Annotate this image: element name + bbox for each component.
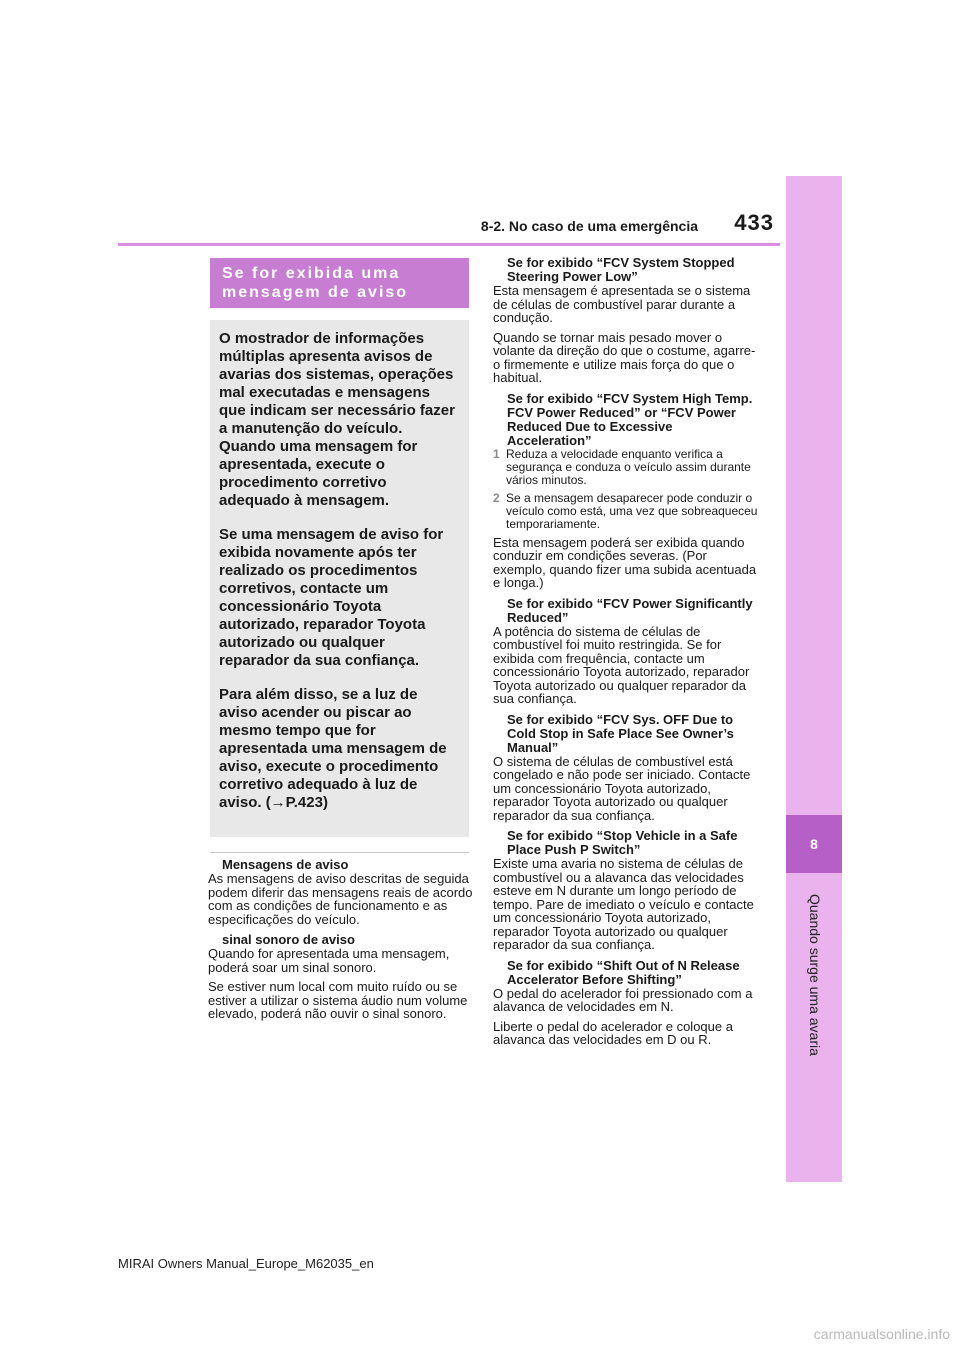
step-text: Se a mensagem desaparecer pode conduzir o veículo como está, uma vez que sobreaqueceu temporariamente. [506,490,758,531]
warning-messages-heading: Mensagens de aviso [222,857,349,872]
message-heading: Se for exibido “FCV Power Significantly Reduced” [507,595,753,625]
manual-footer: MIRAI Owners Manual_Europe_M62035_en [118,1256,374,1271]
left-column [208,858,473,1027]
message-text: Esta mensagem é apresentada se o sistema de células de combustível parar durante a condução. [493,283,751,325]
watermark: carmanualsonline.info [813,1326,950,1342]
message-heading: Se for exibido “FCV System Stopped Steering Power Low” [507,255,735,284]
step-item [493,492,758,531]
buzzer-text: Se estiver num local com muito ruído ou se estiver a utilizar o sistema áudio num volume elevado, poderá não ouvir o sinal sonoro. [208,979,468,1021]
chapter-number: 8 [786,815,842,873]
message-text: Existe uma avaria no sistema de células de combustível ou a alavanca das velocidades esteve em N durante um longo período de tempo. Pare de imediato o veículo e contacte um concessionário Toyota autorizado, reparador Toyota autorizado ou qualquer reparador da sua confiança. [493,856,754,952]
message-text: O pedal do acelerador foi pressionado com a alavanca de velocidades em N. [493,985,753,1014]
divider [210,852,469,853]
intro-paragraph: Se uma mensagem de aviso for exibida novamente após ter realizado os procedimentos corretivos, contacte um concessionário Toyota autorizado, reparador Toyota autorizado ou qualquer reparador da sua confiança. [219,526,444,669]
step-item [493,448,758,487]
section-banner [210,258,469,308]
intro-box [210,320,469,837]
right-column [493,256,758,1053]
step-number: 2 [493,490,500,505]
step-text: Reduza a velocidade enquanto verifica a segurança e conduza o veículo assim durante vários minutos. [506,446,751,487]
message-text: A potência do sistema de células de combustível foi muito restringida. Se for exibida com frequência, contacte um concessionário Toyota autorizado, reparador Toyota autorizado ou qualquer reparador da sua confiança. [493,623,750,706]
intro-paragraph: O mostrador de informações múltiplas apresenta avisos de avarias dos sistemas, operações mal executadas e mensagens que indicam ser necessário fazer a manutenção do veículo. Quando uma mensagem for apresentada, execute o procedimento corretivo adequado à mensagem. [219,330,455,509]
message-text: O sistema de células de combustível está congelado e não pode ser iniciado. Contacte um concessionário Toyota autorizado, reparador Toyota autorizado ou qualquer reparador da sua confiança. [493,753,751,823]
message-heading: Se for exibido “Shift Out of N Release Accelerator Before Shifting” [507,957,740,987]
message-text: Quando se tornar mais pesado mover o volante da direção do que o costume, agarre-o firmemente e utilize mais força do que o habitual. [493,329,756,385]
message-heading: Se for exibido “FCV Sys. OFF Due to Cold Stop in Safe Place See Owner’s Manual” [507,711,734,755]
buzzer-heading: sinal sonoro de aviso [222,932,355,947]
page-number: 433 [734,210,774,235]
warning-messages-text: As mensagens de aviso descritas de seguida podem diferir das mensagens reais de acordo com as condições de funcionamento e as especificações do veículo. [208,871,473,927]
message-heading: Se for exibido “Stop Vehicle in a Safe Place Push P Switch” [507,828,738,857]
step-number: 1 [493,446,500,461]
section-title: 8-2. No caso de uma emergência [480,218,698,234]
message-text: Liberte o pedal do acelerador e coloque a alavanca das velocidades em D ou R. [493,1018,733,1047]
message-text: Esta mensagem poderá ser exibida quando conduzir em condições severas. (Por exemplo, quando fizer uma subida acentuada e longa.) [493,534,757,590]
intro-paragraph: Para além disso, se a luz de aviso acender ou piscar ao mesmo tempo que for apresentada uma mensagem de aviso, execute o procedimento corretivo adequado à luz de aviso. (→P.423) [219,686,447,811]
banner-title: Se for exibida uma mensagem de aviso [222,265,409,301]
buzzer-text: Quando for apresentada uma mensagem, poderá soar um sinal sonoro. [208,946,450,975]
message-heading: Se for exibido “FCV System High Temp. FCV Power Reduced” or “FCV Power Reduced Due to Excessive Acceleration” [507,390,753,448]
chapter-label: Quando surge uma avaria [807,894,823,1056]
header-rule [118,243,780,246]
